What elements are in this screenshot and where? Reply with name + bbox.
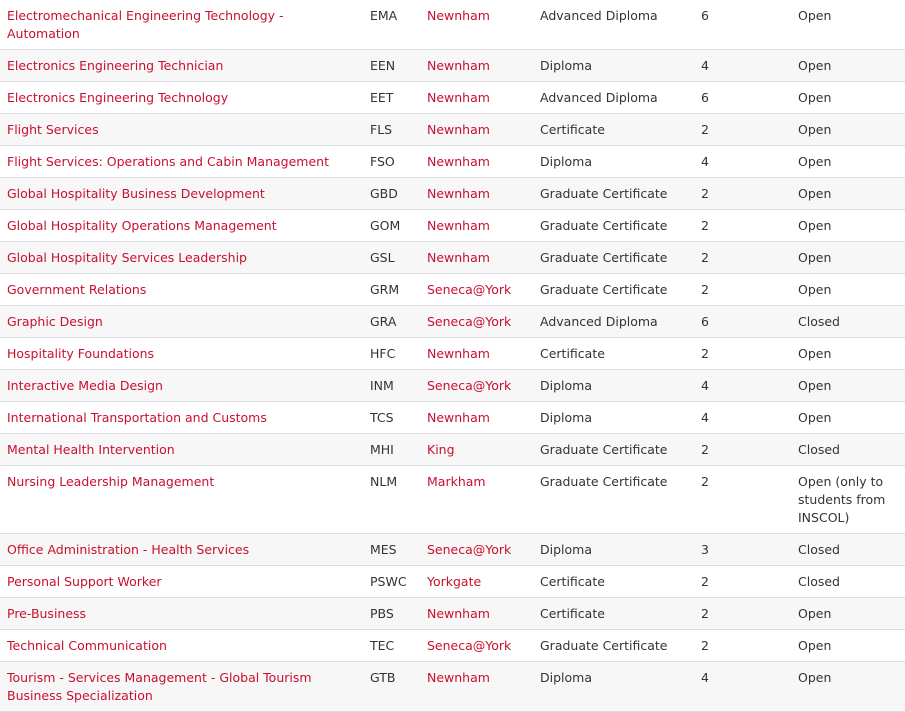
status-cell: Open xyxy=(791,338,905,370)
credential-cell: Graduate Certificate xyxy=(533,178,694,210)
status-cell: Open xyxy=(791,0,905,50)
program-code-cell: FSO xyxy=(363,146,420,178)
credential-cell: Graduate Certificate xyxy=(533,242,694,274)
status-cell: Open xyxy=(791,598,905,630)
table-row xyxy=(0,274,905,306)
credential-cell: Diploma xyxy=(533,402,694,434)
program-name-link[interactable]: Mental Health Intervention xyxy=(7,442,175,457)
program-name-cell xyxy=(0,402,363,434)
program-name-link[interactable]: Nursing Leadership Management xyxy=(7,474,215,489)
duration-cell: 2 xyxy=(694,466,791,534)
status-cell: Open xyxy=(791,242,905,274)
program-code-cell: TCS xyxy=(363,402,420,434)
campus-cell xyxy=(420,178,533,210)
program-name-cell xyxy=(0,82,363,114)
program-name-cell xyxy=(0,534,363,566)
status-cell: Open xyxy=(791,402,905,434)
duration-cell: 2 xyxy=(694,114,791,146)
duration-cell: 6 xyxy=(694,306,791,338)
credential-cell: Diploma xyxy=(533,534,694,566)
duration-cell: 2 xyxy=(694,242,791,274)
program-code-cell: GBD xyxy=(363,178,420,210)
credential-cell: Graduate Certificate xyxy=(533,630,694,662)
credential-cell: Graduate Certificate xyxy=(533,434,694,466)
status-cell: Closed xyxy=(791,534,905,566)
program-name-link[interactable]: Global Hospitality Services Leadership xyxy=(7,250,247,265)
campus-cell xyxy=(420,274,533,306)
duration-cell: 2 xyxy=(694,598,791,630)
program-name-link[interactable]: Government Relations xyxy=(7,282,147,297)
duration-cell: 6 xyxy=(694,0,791,50)
program-name-cell xyxy=(0,274,363,306)
campus-cell xyxy=(420,338,533,370)
campus-cell xyxy=(420,466,533,534)
program-name-link[interactable]: Office Administration - Health Services xyxy=(7,542,250,557)
program-code-cell: PSWC xyxy=(363,566,420,598)
campus-cell xyxy=(420,242,533,274)
campus-cell xyxy=(420,50,533,82)
table-row xyxy=(0,50,905,82)
table-row xyxy=(0,114,905,146)
table-row xyxy=(0,242,905,274)
credential-cell: Diploma xyxy=(533,146,694,178)
campus-link[interactable]: Seneca@York xyxy=(427,542,512,557)
program-name-cell xyxy=(0,598,363,630)
campus-cell xyxy=(420,146,533,178)
campus-link[interactable]: Newnham xyxy=(427,346,490,361)
status-cell: Open xyxy=(791,370,905,402)
credential-cell: Certificate xyxy=(533,566,694,598)
table-row xyxy=(0,338,905,370)
campus-cell xyxy=(420,534,533,566)
campus-link[interactable]: Newnham xyxy=(427,606,490,621)
duration-cell: 2 xyxy=(694,274,791,306)
program-name-cell xyxy=(0,242,363,274)
campus-link[interactable]: Seneca@York xyxy=(427,378,512,393)
program-name-link[interactable]: Flight Services xyxy=(7,122,99,137)
program-name-cell xyxy=(0,50,363,82)
program-name-link[interactable]: Global Hospitality Business Development xyxy=(7,186,265,201)
credential-cell: Graduate Certificate xyxy=(533,210,694,242)
credential-cell: Certificate xyxy=(533,598,694,630)
table-row xyxy=(0,466,905,534)
credential-cell: Graduate Certificate xyxy=(533,274,694,306)
duration-cell: 4 xyxy=(694,662,791,712)
campus-cell xyxy=(420,662,533,712)
campus-link[interactable]: Newnham xyxy=(427,90,490,105)
table-row xyxy=(0,82,905,114)
campus-link[interactable]: Newnham xyxy=(427,122,490,137)
program-name-cell xyxy=(0,662,363,712)
program-name-cell xyxy=(0,146,363,178)
status-cell: Open xyxy=(791,50,905,82)
table-row xyxy=(0,598,905,630)
program-code-cell: GSL xyxy=(363,242,420,274)
program-code-cell: MES xyxy=(363,534,420,566)
table-row xyxy=(0,402,905,434)
credential-cell: Certificate xyxy=(533,338,694,370)
program-name-link[interactable]: Electronics Engineering Technician xyxy=(7,58,224,73)
campus-cell xyxy=(420,114,533,146)
credential-cell: Advanced Diploma xyxy=(533,82,694,114)
program-code-cell: GRM xyxy=(363,274,420,306)
campus-link[interactable]: Seneca@York xyxy=(427,314,512,329)
program-code-cell: HFC xyxy=(363,338,420,370)
program-name-link[interactable]: International Transportation and Customs xyxy=(7,410,267,425)
campus-link[interactable]: Markham xyxy=(427,474,486,489)
program-code-cell: EET xyxy=(363,82,420,114)
status-cell: Open xyxy=(791,630,905,662)
campus-link[interactable]: Newnham xyxy=(427,670,490,685)
campus-link[interactable]: Newnham xyxy=(427,186,490,201)
table-row xyxy=(0,210,905,242)
status-cell: Open xyxy=(791,146,905,178)
campus-cell xyxy=(420,630,533,662)
program-name-cell xyxy=(0,370,363,402)
program-name-cell xyxy=(0,178,363,210)
program-code-cell: EMA xyxy=(363,0,420,50)
program-name-cell xyxy=(0,0,363,50)
status-cell: Closed xyxy=(791,566,905,598)
duration-cell: 3 xyxy=(694,534,791,566)
program-code-cell: EEN xyxy=(363,50,420,82)
program-name-cell xyxy=(0,466,363,534)
campus-link[interactable]: King xyxy=(427,442,455,457)
table-row xyxy=(0,370,905,402)
program-name-link[interactable]: Flight Services: Operations and Cabin Management xyxy=(7,154,329,169)
campus-cell xyxy=(420,402,533,434)
table-row xyxy=(0,306,905,338)
credential-cell: Diploma xyxy=(533,50,694,82)
campus-link[interactable]: Newnham xyxy=(427,8,490,23)
credential-cell: Diploma xyxy=(533,370,694,402)
campus-cell xyxy=(420,566,533,598)
duration-cell: 4 xyxy=(694,50,791,82)
duration-cell: 6 xyxy=(694,82,791,114)
duration-cell: 2 xyxy=(694,178,791,210)
status-cell: Open xyxy=(791,274,905,306)
credential-cell: Advanced Diploma xyxy=(533,0,694,50)
status-cell: Open xyxy=(791,82,905,114)
duration-cell: 4 xyxy=(694,402,791,434)
program-name-link[interactable]: Hospitality Foundations xyxy=(7,346,155,361)
credential-cell: Graduate Certificate xyxy=(533,466,694,534)
table-row xyxy=(0,662,905,712)
campus-link[interactable]: Newnham xyxy=(427,250,490,265)
campus-cell xyxy=(420,210,533,242)
program-code-cell: TEC xyxy=(363,630,420,662)
status-cell: Closed xyxy=(791,306,905,338)
program-code-cell: FLS xyxy=(363,114,420,146)
program-name-cell xyxy=(0,566,363,598)
table-row xyxy=(0,146,905,178)
status-cell: Open xyxy=(791,178,905,210)
campus-link[interactable]: Seneca@York xyxy=(427,638,512,653)
program-code-cell: PBS xyxy=(363,598,420,630)
program-code-cell: INM xyxy=(363,370,420,402)
campus-link[interactable]: Newnham xyxy=(427,154,490,169)
credential-cell: Diploma xyxy=(533,662,694,712)
table-row xyxy=(0,534,905,566)
status-cell: Open xyxy=(791,662,905,712)
program-code-cell: GOM xyxy=(363,210,420,242)
campus-cell xyxy=(420,0,533,50)
program-name-link[interactable]: Global Hospitality Operations Management xyxy=(7,218,277,233)
duration-cell: 2 xyxy=(694,566,791,598)
program-name-link[interactable]: Pre-Business xyxy=(7,606,87,621)
credential-cell: Advanced Diploma xyxy=(533,306,694,338)
duration-cell: 2 xyxy=(694,630,791,662)
program-name-cell xyxy=(0,114,363,146)
program-name-link[interactable]: Technical Communication xyxy=(7,638,167,653)
duration-cell: 2 xyxy=(694,434,791,466)
campus-cell xyxy=(420,82,533,114)
table-row xyxy=(0,178,905,210)
program-name-link[interactable]: Interactive Media Design xyxy=(7,378,163,393)
status-cell: Open xyxy=(791,114,905,146)
program-name-cell xyxy=(0,210,363,242)
program-name-cell xyxy=(0,338,363,370)
program-name-link[interactable]: Electromechanical Engineering Technology - Automation xyxy=(7,8,284,41)
table-row xyxy=(0,566,905,598)
campus-link[interactable]: Newnham xyxy=(427,58,490,73)
program-name-link[interactable]: Tourism - Services Management - Global Tourism Business Specialization xyxy=(7,670,312,703)
program-name-cell xyxy=(0,306,363,338)
duration-cell: 4 xyxy=(694,370,791,402)
campus-cell xyxy=(420,370,533,402)
duration-cell: 2 xyxy=(694,338,791,370)
campus-link[interactable]: Seneca@York xyxy=(427,282,512,297)
program-name-link[interactable]: Graphic Design xyxy=(7,314,103,329)
campus-link[interactable]: Yorkgate xyxy=(427,574,482,589)
program-name-link[interactable]: Personal Support Worker xyxy=(7,574,162,589)
campus-cell xyxy=(420,434,533,466)
campus-cell xyxy=(420,306,533,338)
duration-cell: 2 xyxy=(694,210,791,242)
campus-link[interactable]: Newnham xyxy=(427,410,490,425)
status-cell: Open xyxy=(791,210,905,242)
program-code-cell: GTB xyxy=(363,662,420,712)
duration-cell: 4 xyxy=(694,146,791,178)
program-name-cell xyxy=(0,630,363,662)
credential-cell: Certificate xyxy=(533,114,694,146)
campus-cell xyxy=(420,598,533,630)
table-row xyxy=(0,434,905,466)
table-row xyxy=(0,0,905,50)
program-code-cell: GRA xyxy=(363,306,420,338)
status-cell: Open (only to students from INSCOL) xyxy=(791,466,905,534)
program-name-cell xyxy=(0,434,363,466)
table-row xyxy=(0,630,905,662)
program-code-cell: MHI xyxy=(363,434,420,466)
campus-link[interactable]: Newnham xyxy=(427,218,490,233)
status-cell: Closed xyxy=(791,434,905,466)
program-code-cell: NLM xyxy=(363,466,420,534)
program-name-link[interactable]: Electronics Engineering Technology xyxy=(7,90,229,105)
